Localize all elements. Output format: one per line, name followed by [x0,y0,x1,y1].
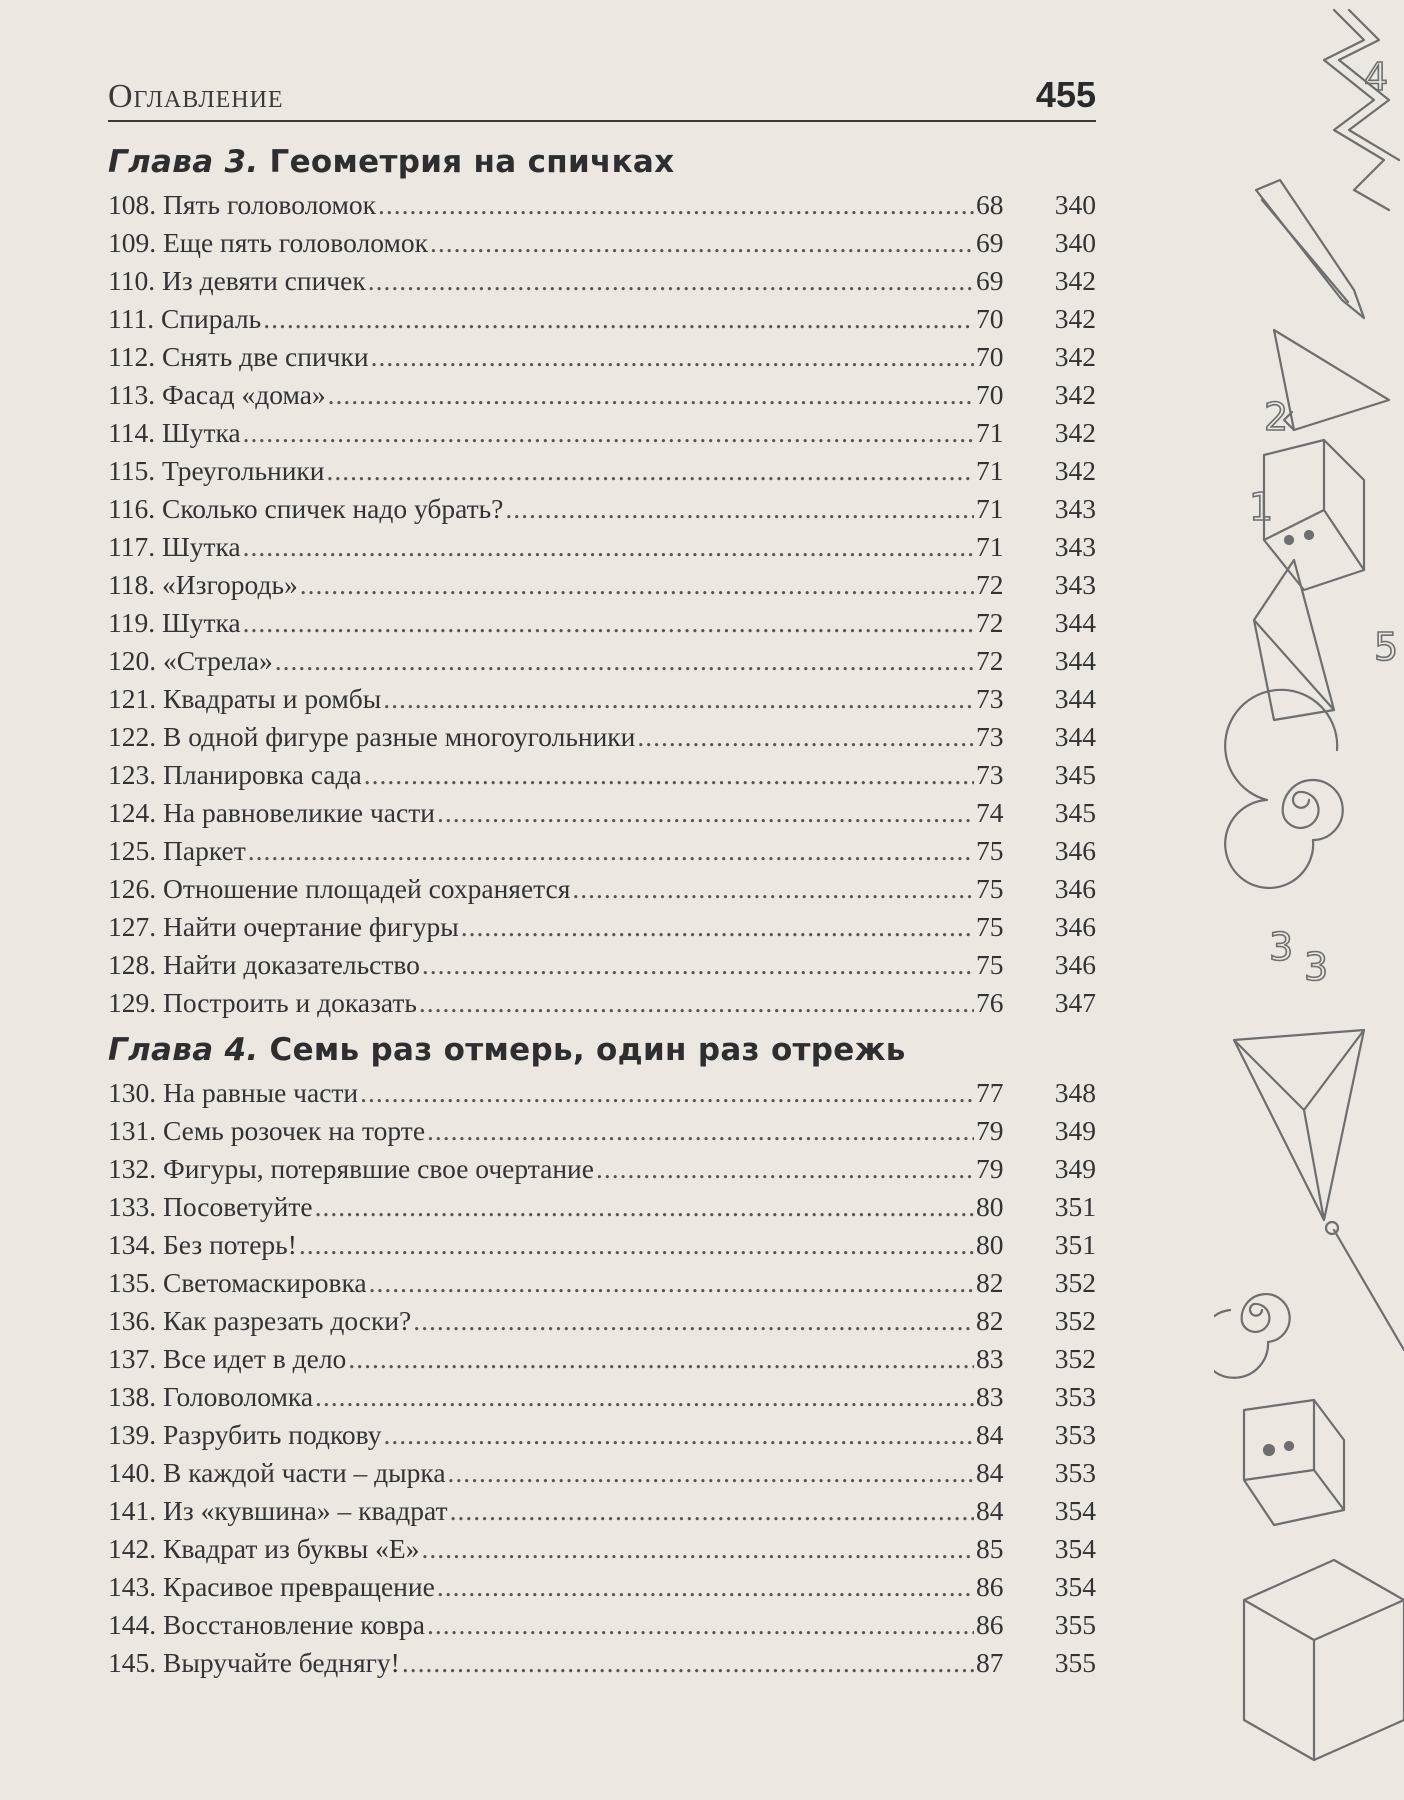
dot-leader [421,1530,974,1568]
entry-page-number: 72 [976,569,1004,600]
entry-answer-page: 343 [1054,569,1096,600]
chapter-heading [108,144,1096,180]
entry-page-number: 77 [976,1077,1004,1108]
entry-page-number: 83 [976,1343,1004,1374]
dot-leader [243,604,974,642]
entry-answer-page: 344 [1054,645,1096,676]
decorative-doodles [1214,0,1404,1800]
pencil-icon [1256,180,1364,318]
toc-entry [108,946,1096,984]
entry-page-number: 72 [976,645,1004,676]
dot-leader [315,1188,974,1226]
entry-title: 109. Еще пять головоломок [108,227,428,258]
entry-answer-page: 351 [1054,1191,1096,1222]
entry-answer-page: 342 [1054,455,1096,486]
entry-answer-page: 342 [1054,303,1096,334]
toc-entry [108,1416,1096,1454]
toc-entry [108,1188,1096,1226]
dot-leader [300,566,974,604]
toc-list [108,1074,1096,1682]
dot-leader [413,1302,974,1340]
entry-answer-page: 349 [1054,1153,1096,1184]
chapter-block [108,144,1096,1022]
entry-title: 140. В каждой части – дырка [108,1457,446,1488]
dot-leader [437,794,974,832]
decor-digit: 3 [1269,925,1294,969]
dot-leader [243,414,974,452]
entry-answer-page: 340 [1054,189,1096,220]
entry-page-number: 73 [976,759,1004,790]
toc-entry [108,1568,1096,1606]
entry-page-number: 75 [976,949,1004,980]
dot-leader [637,718,974,756]
entry-answer-page: 353 [1054,1457,1096,1488]
dot-leader [368,262,974,300]
toc-entry [108,1492,1096,1530]
entry-title: 126. Отношение площадей сохраняется [108,873,571,904]
dice-icon-2 [1244,1400,1344,1525]
toc-entry [108,1150,1096,1188]
toc-entry [108,452,1096,490]
chapter-label: Глава 4. [108,1032,259,1068]
header-title: Оглавление [108,78,284,115]
dot-leader [505,490,974,528]
small-spiral-doodle [1214,1294,1290,1378]
chapter-title: Геометрия на спичках [269,144,675,180]
entry-title: 141. Из «кувшина» – квадрат [108,1495,448,1526]
toc-entry [108,908,1096,946]
dot-leader [427,1112,974,1150]
entry-title: 124. На равновеликие части [108,797,435,828]
entry-page-number: 73 [976,721,1004,752]
entry-page-number: 87 [976,1647,1004,1678]
chapters-container [108,144,1096,1682]
toc-entry [108,680,1096,718]
toc-entry [108,1606,1096,1644]
decor-digit: 4 [1364,55,1389,99]
entry-page-number: 79 [976,1153,1004,1184]
entry-page-number: 84 [976,1457,1004,1488]
decor-digit: 1 [1249,485,1274,529]
toc-entry [108,224,1096,262]
toc-entry [108,718,1096,756]
running-header [108,60,1096,122]
toc-entry [108,756,1096,794]
entry-title: 144. Восстановление ковра [108,1609,425,1640]
folded-triangle-doodle [1234,1030,1364,1220]
entry-title: 117. Шутка [108,531,241,562]
chapter-heading [108,1032,1096,1068]
entry-page-number: 80 [976,1229,1004,1260]
toc-entry [108,1340,1096,1378]
entry-title: 115. Треугольники [108,455,325,486]
entry-title: 110. Из девяти спичек [108,265,366,296]
entry-answer-page: 345 [1054,797,1096,828]
dot-leader [402,1644,974,1682]
entry-title: 119. Шутка [108,607,241,638]
page-number: 455 [1035,74,1096,115]
entry-title: 142. Квадрат из буквы «Е» [108,1533,420,1564]
entry-page-number: 84 [976,1495,1004,1526]
entry-title: 129. Построить и доказать [108,987,417,1018]
entry-title: 121. Квадраты и ромбы [108,683,382,714]
dot-leader [315,1378,974,1416]
entry-answer-page: 348 [1054,1077,1096,1108]
entry-answer-page: 353 [1054,1419,1096,1450]
toc-entry [108,300,1096,338]
entry-title: 111. Спираль [108,303,262,334]
dot-leader [437,1568,974,1606]
entry-page-number: 68 [976,189,1004,220]
entry-answer-page: 349 [1054,1115,1096,1146]
entry-title: 123. Планировка сада [108,759,362,790]
cube-doodle [1244,1560,1404,1760]
dot-leader [430,224,974,262]
entry-answer-page: 346 [1054,949,1096,980]
toc-entry [108,1644,1096,1682]
toc-entry [108,338,1096,376]
entry-page-number: 71 [976,417,1004,448]
entry-answer-page: 344 [1054,607,1096,638]
toc-entry [108,1454,1096,1492]
entry-page-number: 85 [976,1533,1004,1564]
entry-title: 145. Выручайте беднягу! [108,1647,400,1678]
dot-leader [461,908,974,946]
entry-title: 122. В одной фигуре разные многоугольники [108,721,636,752]
entry-title: 112. Снять две спички [108,341,369,372]
entry-title: 136. Как разрезать доски? [108,1305,412,1336]
entry-title: 108. Пять головоломок [108,189,377,220]
toc-entry [108,642,1096,680]
dot-leader [275,642,974,680]
toc-entry [108,566,1096,604]
entry-answer-page: 346 [1054,873,1096,904]
entry-answer-page: 344 [1054,683,1096,714]
dot-leader [360,1074,974,1112]
entry-page-number: 84 [976,1419,1004,1450]
entry-title: 113. Фасад «дома» [108,379,326,410]
entry-answer-page: 354 [1054,1571,1096,1602]
entry-answer-page: 342 [1054,265,1096,296]
dot-leader [448,1454,974,1492]
toc-entry [108,1112,1096,1150]
decor-digit: 3 [1304,945,1329,989]
dot-leader [263,300,974,338]
chapter-label: Глава 3. [108,144,259,180]
entry-title: 131. Семь розочек на торте [108,1115,426,1146]
entry-page-number: 70 [976,379,1004,410]
entry-page-number: 71 [976,455,1004,486]
entry-page-number: 74 [976,797,1004,828]
entry-page-number: 76 [976,987,1004,1018]
entry-answer-page: 342 [1054,341,1096,372]
triangle-doodle [1274,330,1389,430]
entry-title: 127. Найти очертание фигуры [108,911,459,942]
entry-title: 118. «Изгородь» [108,569,298,600]
toc-entry [108,1530,1096,1568]
dot-leader [419,984,974,1022]
entry-page-number: 71 [976,493,1004,524]
dot-leader [383,1416,974,1454]
toc-entry [108,414,1096,452]
entry-title: 133. Посоветуйте [108,1191,313,1222]
dot-leader [328,376,974,414]
entry-answer-page: 344 [1054,721,1096,752]
toc-entry [108,984,1096,1022]
entry-title: 125. Паркет [108,835,246,866]
entry-page-number: 72 [976,607,1004,638]
toc-entry [108,1264,1096,1302]
entry-title: 116. Сколько спичек надо убрать? [108,493,504,524]
toc-entry [108,1378,1096,1416]
dot-leader [243,528,974,566]
entry-page-number: 75 [976,911,1004,942]
toc-entry [108,1302,1096,1340]
entry-title: 130. На равные части [108,1077,359,1108]
entry-title: 128. Найти доказательство [108,949,420,980]
toc-entry [108,186,1096,224]
entry-page-number: 71 [976,531,1004,562]
entry-answer-page: 352 [1054,1267,1096,1298]
entry-answer-page: 355 [1054,1647,1096,1678]
entry-page-number: 86 [976,1609,1004,1640]
entry-answer-page: 355 [1054,1609,1096,1640]
toc-entry [108,262,1096,300]
entry-title: 132. Фигуры, потерявшие свое очертание [108,1153,594,1184]
entry-page-number: 73 [976,683,1004,714]
toc-entry [108,1226,1096,1264]
toc-entry [108,490,1096,528]
entry-answer-page: 345 [1054,759,1096,790]
entry-answer-page: 343 [1054,531,1096,562]
entry-answer-page: 346 [1054,835,1096,866]
match-icon [1334,1230,1404,1350]
dot-leader [348,1340,974,1378]
entry-page-number: 69 [976,265,1004,296]
decor-digit: 2 [1264,395,1289,439]
entry-title: 138. Головоломка [108,1381,314,1412]
dot-leader [371,338,974,376]
entry-answer-page: 353 [1054,1381,1096,1412]
dot-leader [369,1264,974,1302]
entry-title: 135. Светомаскировка [108,1267,367,1298]
toc-entry [108,376,1096,414]
entry-page-number: 80 [976,1191,1004,1222]
entry-title: 139. Разрубить подкову [108,1419,382,1450]
entry-title: 134. Без потерь! [108,1229,297,1260]
entry-answer-page: 340 [1054,227,1096,258]
entry-title: 120. «Стрела» [108,645,273,676]
dot-leader [327,452,974,490]
entry-answer-page: 352 [1054,1305,1096,1336]
chapter-title: Семь раз отмерь, один раз отрежь [269,1032,906,1068]
entry-answer-page: 352 [1054,1343,1096,1374]
dot-leader [378,186,974,224]
toc-entry [108,832,1096,870]
entry-answer-page: 354 [1054,1495,1096,1526]
dot-leader [422,946,974,984]
dot-leader [450,1492,974,1530]
entry-answer-page: 354 [1054,1533,1096,1564]
entry-page-number: 79 [976,1115,1004,1146]
dot-leader [572,870,974,908]
dot-leader [383,680,974,718]
dot-leader [299,1226,974,1264]
entry-page-number: 69 [976,227,1004,258]
entry-title: 114. Шутка [108,417,241,448]
toc-list [108,186,1096,1022]
entry-answer-page: 347 [1054,987,1096,1018]
entry-answer-page: 351 [1054,1229,1096,1260]
entry-answer-page: 343 [1054,493,1096,524]
spiral-doodle [1225,690,1343,888]
entry-page-number: 82 [976,1267,1004,1298]
entry-page-number: 75 [976,873,1004,904]
dot-leader [427,1606,974,1644]
entry-page-number: 70 [976,341,1004,372]
entry-page-number: 83 [976,1381,1004,1412]
entry-answer-page: 342 [1054,417,1096,448]
toc-page [108,60,1096,1682]
entry-page-number: 75 [976,835,1004,866]
toc-entry [108,604,1096,642]
chapter-block [108,1032,1096,1682]
dot-leader [248,832,974,870]
decor-digit: 5 [1374,625,1399,669]
toc-entry [108,794,1096,832]
dot-leader [364,756,974,794]
dot-leader [596,1150,974,1188]
toc-entry [108,528,1096,566]
entry-page-number: 70 [976,303,1004,334]
entry-page-number: 82 [976,1305,1004,1336]
toc-entry [108,870,1096,908]
toc-entry [108,1074,1096,1112]
entry-title: 137. Все идет в дело [108,1343,347,1374]
entry-page-number: 86 [976,1571,1004,1602]
entry-answer-page: 342 [1054,379,1096,410]
entry-answer-page: 346 [1054,911,1096,942]
entry-title: 143. Красивое превращение [108,1571,435,1602]
